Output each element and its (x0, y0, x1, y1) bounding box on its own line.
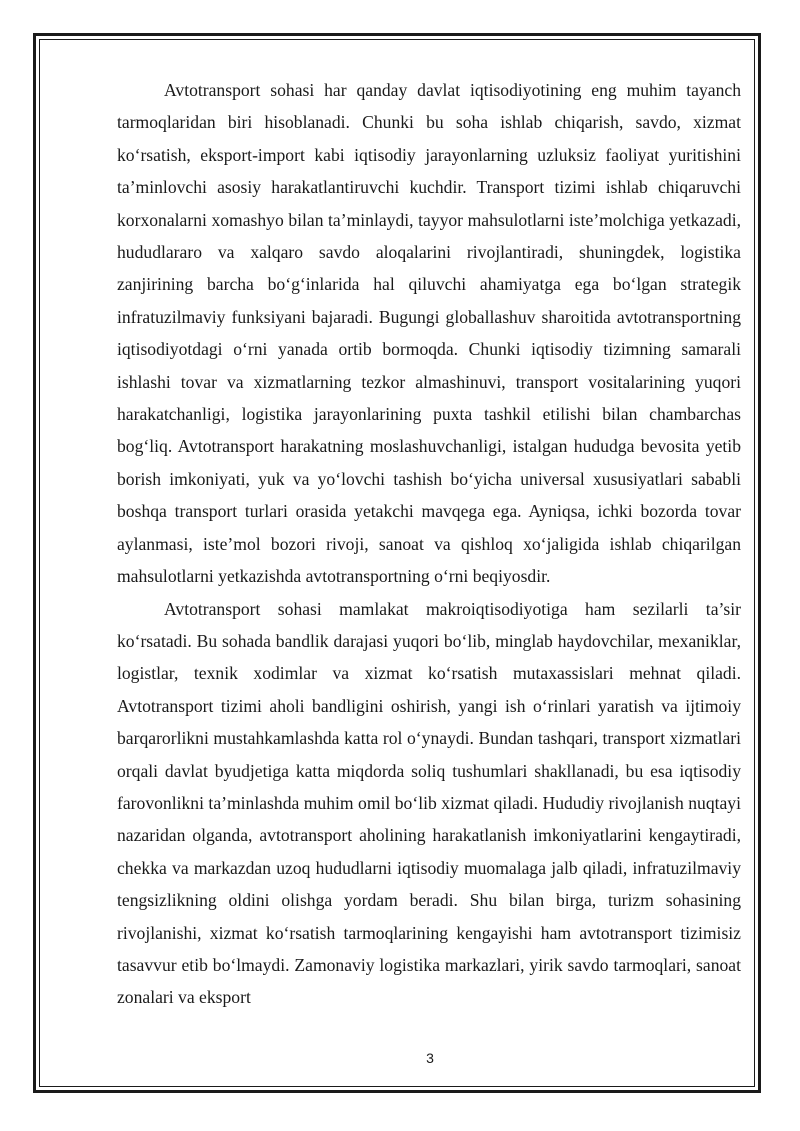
paragraph-1: Avtotransport sohasi har qanday davlat iqtisodiyotining eng muhim tayanch tarmoqlaridan biri hisoblanadi. Chunki bu soha ishlab chiqarish, savdo, xizmat ko‘rsatish, eksport-import kabi iqtisodiy jarayonlarning uzluksiz faoliyat yuritishini ta’minlovchi asosiy harakatlantiruvchi kuchdir. Transport tizimi ishlab chiqaruvchi korxonalarni xomashyo bilan ta’minlaydi, tayyor mahsulotlarni iste’molchiga yetkazadi, hududlararo va xalqaro savdo aloqalarini rivojlantiradi, shuningdek, logistika zanjirining barcha bo‘g‘inlarida hal qiluvchi ahamiyatga ega bo‘lgan strategik infratuzilmaviy funksiyani bajaradi. Bugungi globallashuv sharoitida avtotransportning iqtisodiyotdagi o‘rni yanada ortib bormoqda. Chunki iqtisodiy tizimning samarali ishlashi tovar va xizmatlarning tezkor almashinuvi, transport vositalarining yuqori harakatchanligi, logistika jarayonlarining puxta tashkil etilishi bilan chambarchas bog‘liq. Avtotransport harakatning moslashuvchanligi, istalgan hududga bevosita yetib borish imkoniyati, yuk va yo‘lovchi tashish bo‘yicha universal xususiyatlari sababli boshqa transport turlari orasida yetakchi mavqega ega. Ayniqsa, ichki bozorda tovar aylanmasi, iste’mol bozori rivoji, sanoat va qishloq xo‘jaligida ishlab chiqarilgan mahsulotlarni yetkazishda avtotransportning o‘rni beqiyosdir. (117, 80, 741, 587)
paragraph-2: Avtotransport sohasi mamlakat makroiqtisodiyotiga ham sezilarli ta’sir ko‘rsatadi. Bu sohada bandlik darajasi yuqori bo‘lib, minglab haydovchilar, mexaniklar, logistlar, texnik xodimlar va xizmat ko‘rsatish mutaxassislari mehnat qiladi. Avtotransport tizimi aholi bandligini oshirish, yangi ish o‘rinlari yaratish va ijtimoiy barqarorlikni mustahkamlashda katta rol o‘ynaydi. Bundan tashqari, transport xizmatlari orqali davlat byudjetiga katta miqdorda soliq tushumlari shakllanadi, bu esa iqtisodiy farovonlikni ta’minlashda muhim omil bo‘lib xizmat qiladi. Hududiy rivojlanish nuqtayi nazaridan olganda, avtotransport aholining harakatlanish imkoniyatlarini kengaytiradi, chekka va markazdan uzoq hududlarni iqtisodiy muomalaga jalb qiladi, infratuzilmaviy tengsizlikning oldini olishga yordam beradi. Shu bilan birga, turizm sohasining rivojlanishi, xizmat ko‘rsatish tarmoqlarining kengayishi ham avtotransport tizimisiz tasavvur etib bo‘lmaydi. Zamonaviy logistika markazlari, yirik savdo tarmoqlari, sanoat zonalari va eksport (117, 598, 741, 1008)
page-number: 3 (426, 1050, 434, 1066)
document-body (117, 74, 741, 1014)
